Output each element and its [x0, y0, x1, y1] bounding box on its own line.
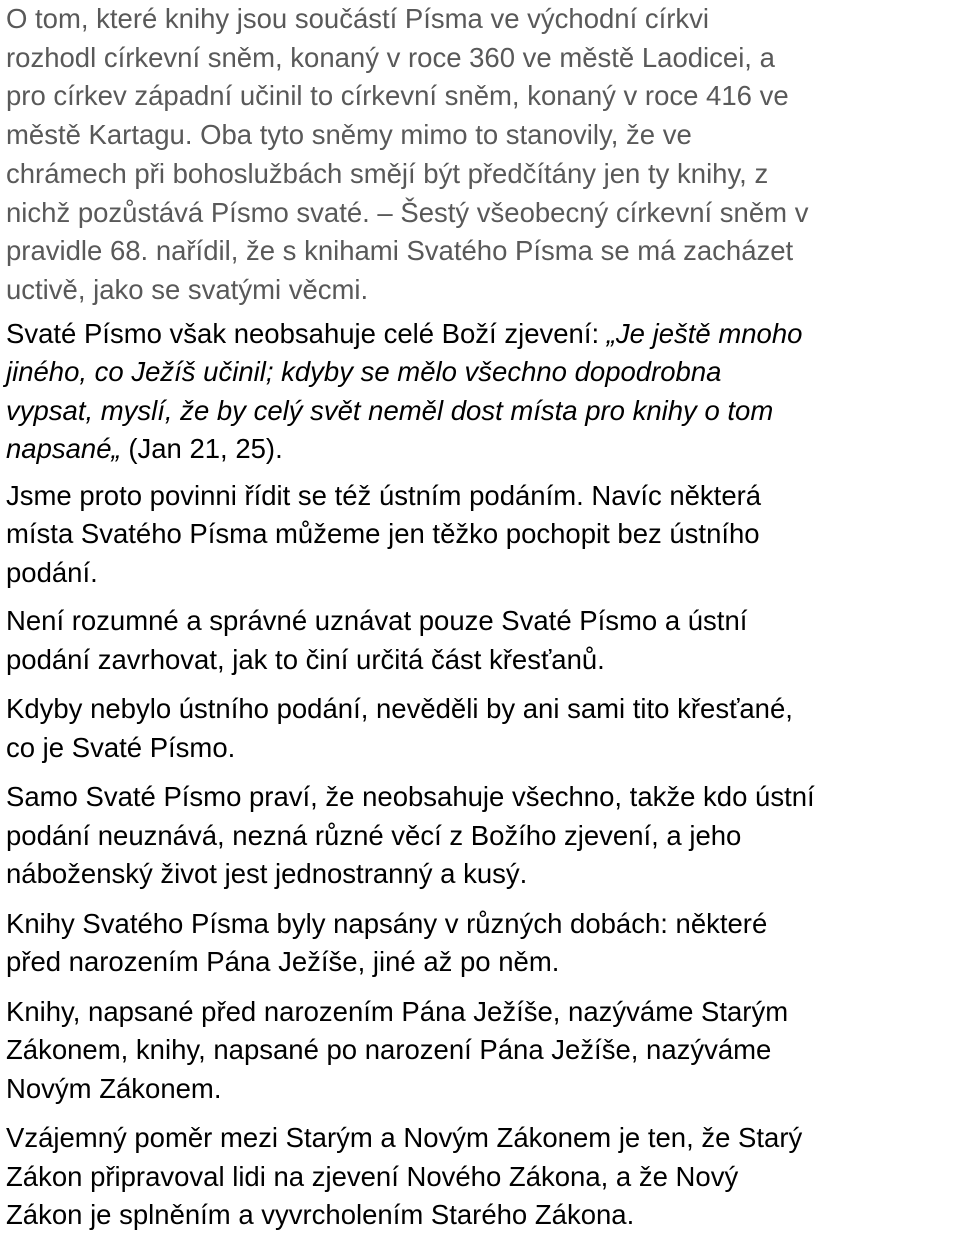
text-line: pro církev západní učinil to církevní sněm, konaný v roce 416 ve: [6, 80, 789, 112]
paragraph-scripture-says: [6, 778, 956, 894]
quote-italic: „Je ještě mnoho: [606, 317, 803, 349]
text-line: městě Kartagu. Oba tyto sněmy mimo to stanovily, že ve: [6, 119, 692, 151]
text-line: [6, 315, 956, 354]
quote-italic: vypsat, myslí, že by celý svět neměl dost místa pro knihy o tom: [6, 394, 774, 426]
text-line: místa Svatého Písma můžeme jen těžko pochopit bez ústního: [6, 518, 760, 550]
paragraph-revelation-quote: [6, 315, 956, 469]
text-line: chrámech při bohoslužbách smějí být předčítány jen ty knihy, z: [6, 157, 769, 189]
text-line: nichž pozůstává Písmo svaté. – Šestý všeobecný církevní sněm v: [6, 196, 809, 228]
text-line: podání neuznává, nezná různé věcí z Božího zjevení, a jeho: [6, 819, 742, 851]
text-line: před narozením Pána Ježíše, jiné až po něm.: [6, 946, 560, 978]
paragraph-without-tradition: [6, 690, 956, 767]
text-line: podání.: [6, 556, 98, 588]
text-line: Zákonem, knihy, napsané po narození Pána Ježíše, nazýváme: [6, 1034, 772, 1066]
paragraph-oral-tradition: [6, 477, 956, 593]
paragraph-old-new-testament: [6, 993, 956, 1109]
text-line: Zákon připravoval lidi na zjevení Nového Zákona, a že Nový: [6, 1160, 739, 1192]
paragraph-councils: [6, 0, 956, 310]
text-line: O tom, které knihy jsou součástí Písma ve východní církvi: [6, 3, 710, 34]
text-line: Samo Svaté Písmo praví, že neobsahuje všechno, takže kdo ústní: [6, 781, 815, 813]
paragraph-written-times: [6, 905, 956, 982]
text-line: Knihy, napsané před narozením Pána Ježíše, nazýváme Starým: [6, 995, 789, 1027]
text-line: [6, 430, 956, 469]
text-line: podání zavrhovat, jak to činí určitá část křesťanů.: [6, 643, 605, 675]
text-line: rozhodl církevní sněm, konaný v roce 360 ve městě Laodicei, a: [6, 41, 775, 73]
quote-italic: napsané„: [6, 433, 121, 465]
paragraph-not-reasonable: [6, 602, 956, 679]
quote-italic: jiného, co Ježíš učinil; kdyby se mělo všechno dopodrobna: [6, 356, 722, 388]
text-line: Kdyby nebylo ústního podání, nevěděli by ani sami tito křesťané,: [6, 693, 793, 725]
text-line: pravidle 68. nařídil, že s knihami Svatého Písma se má zacházet: [6, 235, 794, 267]
text-line: Jsme proto povinni řídit se též ústním podáním. Navíc některá: [6, 479, 762, 511]
text-line: Knihy Svatého Písma byly napsány v různých dobách: některé: [6, 907, 768, 939]
paragraph-relationship: [6, 1119, 956, 1235]
text-normal: Svaté Písmo však neobsahuje celé Boží zjevení:: [6, 317, 607, 349]
text-line: Není rozumné a správné uznávat pouze Svaté Písmo a ústní: [6, 605, 748, 637]
text-line: Vzájemný poměr mezi Starým a Novým Zákonem je ten, že Starý: [6, 1122, 803, 1154]
text-line: Novým Zákonem.: [6, 1072, 222, 1104]
text-line: náboženský život jest jednostranný a kusý.: [6, 858, 528, 890]
text-line: uctivě, jako se svatými věcmi.: [6, 273, 369, 305]
text-line: co je Svaté Písmo.: [6, 731, 236, 763]
citation: (Jan 21, 25).: [120, 433, 283, 465]
text-line: Zákon je splněním a vyvrcholením Starého Zákona.: [6, 1199, 635, 1231]
document-page: [6, 0, 956, 1235]
